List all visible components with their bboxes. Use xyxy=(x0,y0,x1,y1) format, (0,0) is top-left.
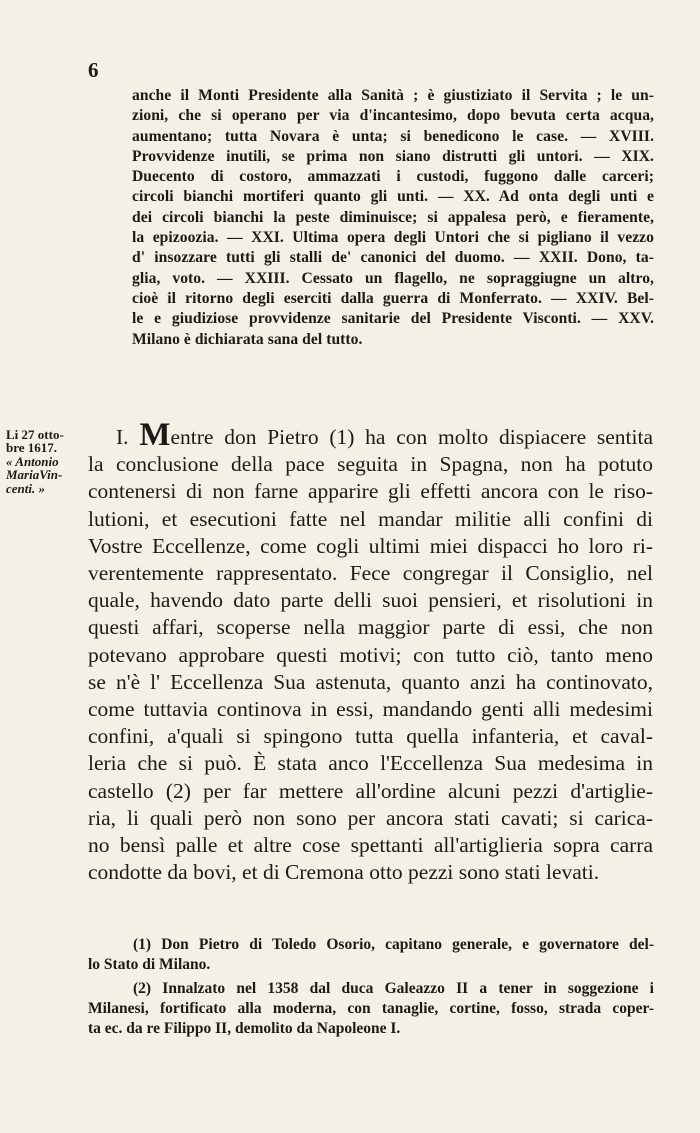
paragraph-line: la conclusione della pace seguita in Spagna, non ha potuto xyxy=(88,452,653,477)
summary-line: anche il Monti Presidente alla Sanità ; è giustiziato il Servita ; le un- xyxy=(132,87,654,104)
margin-author-line: MariaVin- xyxy=(6,467,63,483)
paragraph-line: quale, havendo dato parte delli suoi pensieri, et risolutioni in xyxy=(88,588,653,613)
paragraph-line: Vostre Eccellenze, come cogli ultimi miei dispacci ho loro ri- xyxy=(88,533,653,558)
paragraph-line: questi affari, scoperse nella maggior parte di essi, che non xyxy=(88,615,653,640)
paragraph-line: condotte da bovi, et di Cremona otto pezzi sono stati levati. xyxy=(88,860,600,885)
paragraph-line: leria che si può. È stata anco l'Eccellenza Sua medesima in xyxy=(88,751,653,776)
summary-line: le e giudiziose provvidenze sanitarie del Presidente Visconti. — XXV. xyxy=(132,310,654,328)
page-number: 6 xyxy=(88,58,99,82)
summary-line: cioè il ritorno degli eserciti dalla guerra di Monferrato. — XXIV. Bel- xyxy=(132,289,654,307)
summary-line: d' insozzare tutti gli stalli de' canonici del duomo. — XXII. Dono, ta- xyxy=(132,249,654,267)
summary-line: Milano è dichiarata sana del tutto. xyxy=(132,330,363,348)
footnotes xyxy=(88,935,654,1042)
paragraph-line: potevano approbare questi motivi; con tutto ciò, tanto meno xyxy=(88,642,653,667)
paragraph-line: come tuttavia continova in essi, mandando genti alli medesimi xyxy=(88,697,653,722)
chapter-summary xyxy=(132,86,654,350)
paragraph-line: no bensì palle et altre cose spettanti all'artiglieria sopra carra xyxy=(88,833,653,858)
footnote-line: lo Stato di Milano. xyxy=(88,956,211,974)
summary-line: Duecento di costoro, ammazzati i custodi, fuggono dalle carceri; xyxy=(132,168,654,186)
paragraph-line: I. Mentre don Pietro (1) ha con molto dispiacere sentita xyxy=(116,417,653,453)
paragraph-line: se n'è l' Eccellenza Sua astenuta, quanto anzi ha continovato, xyxy=(88,669,653,694)
summary-line: la epizoozia. — XXI. Ultima opera degli Untori che si pigliano il vezzo xyxy=(132,229,654,247)
footnote-line: Milanesi, fortificato alla moderna, con tanaglie, cortine, fosso, strada coper- xyxy=(88,999,654,1017)
footnote-line: (2) Innalzato nel 1358 dal duca Galeazzo II a tener in soggezione i xyxy=(133,979,654,997)
footnote-line: ta ec. da re Filippo II, demolito da Napoleone I. xyxy=(88,1020,401,1038)
margin-date-line: bre 1617. xyxy=(6,440,58,456)
margin-author-line: « Antonio xyxy=(6,453,59,469)
paragraph-line: contenersi di non farne apparire gli effetti ancora con le riso- xyxy=(88,479,653,504)
paragraph-line: ria, li quali però non sono per ancora stati cavati; si carica- xyxy=(88,805,653,830)
paragraph-line: verentemente rappresentato. Fece congregar il Consiglio, nel xyxy=(88,561,653,586)
drop-cap: M xyxy=(139,417,171,453)
margin-date-line: Li 27 otto- xyxy=(6,427,64,442)
summary-line: zioni, che si operano per via d'incantesimo, dopo bevuta certa acqua, xyxy=(132,107,654,125)
paragraph-line: lutioni, et esecutioni fatte nel mandar militie alli confini di xyxy=(88,506,653,531)
main-paragraph xyxy=(88,417,653,886)
paragraph-line: castello (2) per far mettere all'ordine alcuni pezzi d'artiglie- xyxy=(88,778,653,803)
summary-line: circoli bianchi mortiferi quanto gli unti. — XX. Ad onta degli unti e xyxy=(132,188,654,206)
footnote-2 xyxy=(88,979,654,1040)
footnote-line: (1) Don Pietro di Toledo Osorio, capitano generale, e governatore del- xyxy=(133,936,654,953)
paragraph-line: confini, a'quali si spingono tutta quella infanteria, et caval- xyxy=(88,724,653,749)
summary-line: dei circoli bianchi la peste diminuisce; si appalesa però, e fieramente, xyxy=(132,208,654,226)
summary-line: glia, voto. — XXIII. Cessato un flagello, ne sopraggiugne un altro, xyxy=(132,269,654,287)
summary-line: Provvidenze inutili, se prima non siano distrutti gli untori. — XIX. xyxy=(132,147,654,165)
margin-author-line: centi. » xyxy=(6,480,45,496)
margin-note xyxy=(6,428,86,495)
footnote-1 xyxy=(88,935,654,976)
paragraph-number: I. xyxy=(116,425,129,449)
summary-line: aumentano; tutta Novara è unta; si benedicono le case. — XVIII. xyxy=(132,127,654,145)
